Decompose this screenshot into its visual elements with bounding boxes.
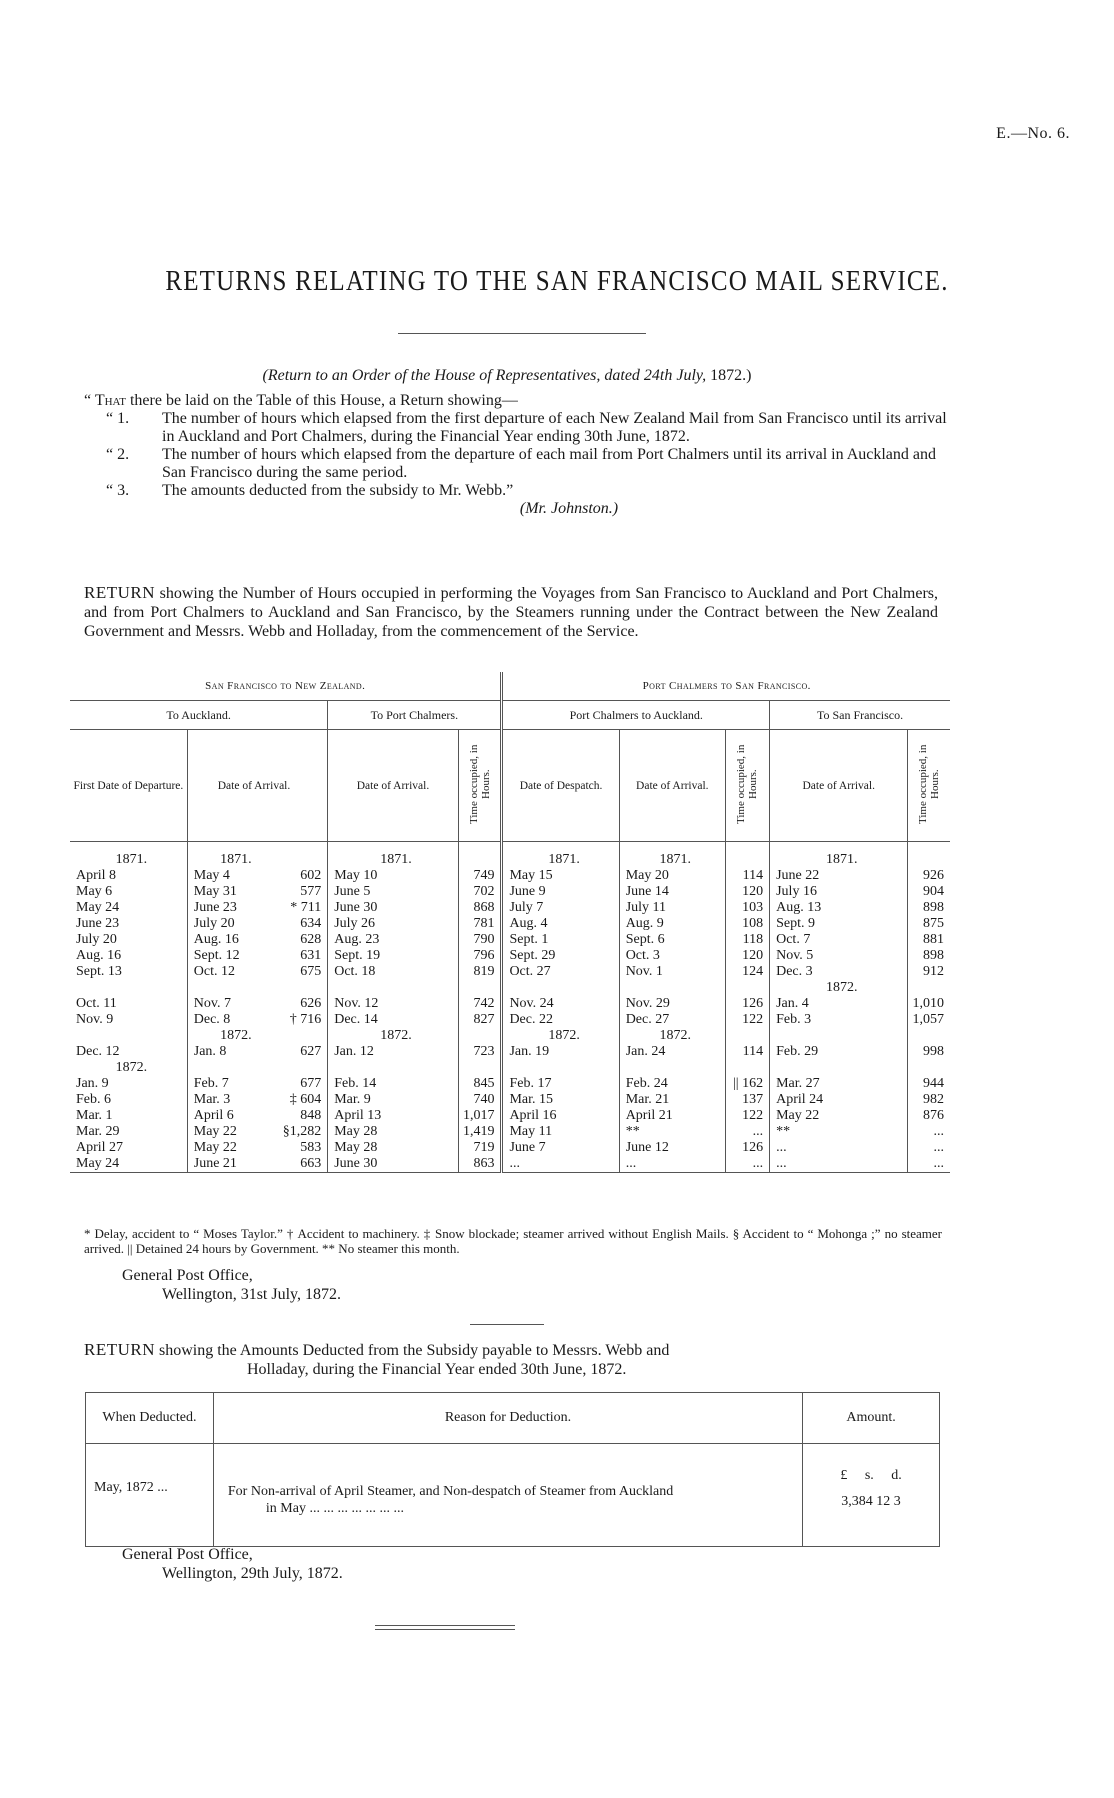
cell-arrival-san-francisco: Jan. 4 xyxy=(770,996,908,1012)
cell-arrival-pc-auckland: ** xyxy=(619,1124,725,1140)
col-hours-sf-label: Time occupied, in Hours. xyxy=(917,744,942,824)
col-date-arrival-auckland: Date of Arrival. xyxy=(187,730,327,842)
cell-hours-san-francisco: 912 xyxy=(908,964,950,980)
cell-arrival-auckland: May 22 xyxy=(187,1124,278,1140)
cell-date-despatch: 1872. xyxy=(502,1028,619,1044)
cell-arrival-san-francisco: 1871. xyxy=(770,852,908,868)
voyage-row xyxy=(70,948,950,964)
resolution-item-number: “ 3. xyxy=(106,482,130,499)
cell-hours-port-chalmers: 781 xyxy=(458,916,502,932)
cell-first-departure: 1872. xyxy=(115,1060,148,1075)
cell-arrival-port-chalmers: May 10 xyxy=(328,868,459,884)
cell-arrival-auckland: May 31 xyxy=(187,884,278,900)
voyage-row xyxy=(70,964,950,980)
col-when-deducted: When Deducted. xyxy=(86,1393,214,1444)
cell-arrival-port-chalmers: Sept. 19 xyxy=(328,948,459,964)
cell-arrival-pc-auckland: Dec. 27 xyxy=(619,1012,725,1028)
cell-arrival-port-chalmers: Jan. 12 xyxy=(328,1044,459,1060)
cell-hours-port-chalmers: 819 xyxy=(458,964,502,980)
cell-arrival-san-francisco: Aug. 13 xyxy=(770,900,908,916)
cell-hours-san-francisco: 898 xyxy=(908,900,950,916)
cell-hours-auckland: 628 xyxy=(300,932,322,947)
signoff-office: General Post Office, xyxy=(122,1546,253,1563)
cell-hours-san-francisco: 944 xyxy=(908,1076,950,1092)
cell-arrival-port-chalmers: Feb. 14 xyxy=(328,1076,459,1092)
col-first-departure: First Date of Departure. xyxy=(70,730,187,842)
cell-arrival-port-chalmers: May 28 xyxy=(328,1140,459,1156)
cell-arrival-auckland: Oct. 12 xyxy=(187,964,278,980)
resolution-block xyxy=(84,392,954,518)
cell-arrival-port-chalmers: Dec. 14 xyxy=(328,1012,459,1028)
cell-hours-san-francisco: 898 xyxy=(908,948,950,964)
cell-hours-san-francisco: 982 xyxy=(908,1092,950,1108)
cell-arrival-port-chalmers xyxy=(328,1060,459,1076)
deduction-reason-line1: For Non-arrival of April Steamer, and Non-despatch of Steamer from Auckland xyxy=(227,1484,674,1499)
voyage-row xyxy=(70,1124,950,1140)
cell-arrival-port-chalmers: 1872. xyxy=(328,1028,459,1044)
cell-hours-san-francisco xyxy=(908,980,950,996)
cell-date-despatch: June 7 xyxy=(502,1140,619,1156)
section-divider xyxy=(470,1324,544,1325)
cell-hours-port-chalmers xyxy=(458,980,502,996)
cell-hours-pc-auckland: 126 xyxy=(725,1140,769,1156)
cell-hours-auckland xyxy=(278,1028,328,1044)
cell-hours-pc-auckland: 118 xyxy=(725,932,769,948)
group-header-sf-nz: San Francisco to New Zealand. xyxy=(70,672,502,701)
cell-date-despatch: Mar. 15 xyxy=(502,1092,619,1108)
cell-arrival-auckland: Dec. 8 xyxy=(187,1012,278,1028)
cell-date-despatch: Dec. 22 xyxy=(502,1012,619,1028)
cell-arrival-pc-auckland: Aug. 9 xyxy=(619,916,725,932)
signoff-hours-return xyxy=(122,1266,341,1304)
col-hours-pc xyxy=(458,730,502,842)
year-row xyxy=(70,852,950,868)
cell-hours-san-francisco: 875 xyxy=(908,916,950,932)
cell-arrival-san-francisco: May 22 xyxy=(770,1108,908,1124)
cell-arrival-san-francisco: Feb. 3 xyxy=(770,1012,908,1028)
cell-hours-pc-auckland: 122 xyxy=(725,1108,769,1124)
cell-arrival-auckland: April 6 xyxy=(187,1108,278,1124)
cell-arrival-port-chalmers: April 13 xyxy=(328,1108,459,1124)
cell-arrival-port-chalmers: July 26 xyxy=(328,916,459,932)
cell-first-departure: Feb. 6 xyxy=(76,1092,111,1107)
cell-arrival-auckland: Feb. 7 xyxy=(187,1076,278,1092)
cell-arrival-auckland: May 4 xyxy=(187,868,278,884)
return-heading-text: showing the Amounts Deducted from the Subsidy payable to Messrs. Webb and xyxy=(159,1342,670,1359)
deductions-table xyxy=(85,1392,940,1547)
cell-hours-auckland: 602 xyxy=(300,868,322,883)
cell-first-departure: May 6 xyxy=(76,884,113,899)
cell-hours-port-chalmers: 845 xyxy=(458,1076,502,1092)
cell-arrival-port-chalmers: Mar. 9 xyxy=(328,1092,459,1108)
cell-hours-pc-auckland: ... xyxy=(725,1156,769,1173)
cell-arrival-pc-auckland: April 21 xyxy=(619,1108,725,1124)
cell-hours-pc-auckland: 126 xyxy=(725,996,769,1012)
cell-arrival-san-francisco: Mar. 27 xyxy=(770,1076,908,1092)
cell-arrival-pc-auckland: ... xyxy=(619,1156,725,1173)
cell-hours-auckland: 626 xyxy=(300,996,322,1011)
deduction-when: May, 1872 ... xyxy=(86,1444,214,1547)
cell-hours-pc-auckland: 120 xyxy=(725,948,769,964)
col-hours-sf xyxy=(908,730,950,842)
cell-date-despatch: ... xyxy=(502,1156,619,1173)
cell-hours-port-chalmers: 719 xyxy=(458,1140,502,1156)
cell-date-despatch: July 7 xyxy=(502,900,619,916)
cell-first-departure: June 23 xyxy=(76,916,120,931)
cell-arrival-port-chalmers: June 5 xyxy=(328,884,459,900)
title-divider xyxy=(398,333,646,334)
year-row xyxy=(70,980,950,996)
cell-hours-auckland: 631 xyxy=(300,948,322,963)
cell-hours-port-chalmers: 1,017 xyxy=(458,1108,502,1124)
col-hours-pc-auckland-label: Time occupied, in Hours. xyxy=(735,744,760,824)
cell-hours-port-chalmers: 702 xyxy=(458,884,502,900)
cell-hours-pc-auckland: 122 xyxy=(725,1012,769,1028)
return-heading-hours xyxy=(84,583,938,641)
cell-arrival-port-chalmers: Aug. 23 xyxy=(328,932,459,948)
cell-arrival-port-chalmers: Nov. 12 xyxy=(328,996,459,1012)
cell-arrival-pc-auckland: Sept. 6 xyxy=(619,932,725,948)
cell-arrival-pc-auckland: Oct. 3 xyxy=(619,948,725,964)
cell-hours-san-francisco: 1,010 xyxy=(908,996,950,1012)
cell-arrival-pc-auckland: Nov. 29 xyxy=(619,996,725,1012)
cell-arrival-san-francisco: 1872. xyxy=(770,980,908,996)
cell-date-despatch: Oct. 27 xyxy=(502,964,619,980)
cell-date-despatch: June 9 xyxy=(502,884,619,900)
cell-hours-pc-auckland: 120 xyxy=(725,884,769,900)
order-year: 1872.) xyxy=(710,367,752,384)
deduction-amount-cell xyxy=(803,1444,940,1547)
cell-hours-port-chalmers: 796 xyxy=(458,948,502,964)
cell-hours-port-chalmers: 863 xyxy=(458,1156,502,1173)
cell-arrival-pc-auckland: June 12 xyxy=(619,1140,725,1156)
voyage-row xyxy=(70,1140,950,1156)
cell-first-departure xyxy=(70,980,187,996)
cell-arrival-auckland: May 22 xyxy=(187,1140,278,1156)
cell-hours-port-chalmers: 749 xyxy=(458,868,502,884)
cell-arrival-port-chalmers: May 28 xyxy=(328,1124,459,1140)
resolution-item-text: The number of hours which elapsed from the departure of each mail from Port Chalmers until its arrival in Auckland and San Francisco during the same period. xyxy=(162,446,936,481)
cell-arrival-san-francisco: July 16 xyxy=(770,884,908,900)
cell-arrival-san-francisco xyxy=(770,1060,908,1076)
voyage-row xyxy=(70,1156,950,1173)
subheader-to-port-chalmers: To Port Chalmers. xyxy=(328,701,502,730)
amount-units: £ s. d. xyxy=(840,1468,902,1483)
deduction-reason xyxy=(213,1444,802,1547)
col-date-arrival-pc: Date of Arrival. xyxy=(328,730,459,842)
cell-first-departure: 1871. xyxy=(115,852,148,867)
cell-arrival-pc-auckland: 1872. xyxy=(619,1028,725,1044)
return-heading-lead: RETURN xyxy=(84,583,155,602)
cell-arrival-auckland xyxy=(187,1060,278,1076)
cell-first-departure: Dec. 12 xyxy=(76,1044,120,1059)
cell-arrival-san-francisco: Nov. 5 xyxy=(770,948,908,964)
cell-hours-pc-auckland: || 162 xyxy=(725,1076,769,1092)
cell-arrival-port-chalmers: Oct. 18 xyxy=(328,964,459,980)
resolution-intro-text: there be laid on the Table of this House, a Return showing— xyxy=(129,392,518,409)
cell-arrival-pc-auckland xyxy=(619,1060,725,1076)
resolution-item xyxy=(84,482,954,500)
cell-arrival-san-francisco: Feb. 29 xyxy=(770,1044,908,1060)
cell-arrival-auckland: Mar. 3 xyxy=(187,1092,278,1108)
group-header-pc-sf: Port Chalmers to San Francisco. xyxy=(502,672,950,701)
cell-hours-auckland: 663 xyxy=(278,1156,328,1173)
cell-first-departure: May 24 xyxy=(76,900,120,915)
resolution-item-text: The number of hours which elapsed from the first departure of each New Zealand Mail from San Francisco until its arrival in Auckland and Port Chalmers, during the Financial Year ending 30th June, 1872. xyxy=(162,410,947,445)
document-title: RETURNS RELATING TO THE SAN FRANCISCO MAIL SERVICE. xyxy=(165,266,949,297)
cell-first-departure: Mar. 29 xyxy=(76,1124,120,1139)
cell-hours-san-francisco: 876 xyxy=(908,1108,950,1124)
cell-hours-san-francisco xyxy=(908,1060,950,1076)
cell-arrival-auckland: July 20 xyxy=(187,916,278,932)
cell-hours-auckland: † 716 xyxy=(289,1012,322,1027)
cell-hours-port-chalmers: 742 xyxy=(458,996,502,1012)
cell-first-departure: April 8 xyxy=(76,868,117,883)
cell-hours-auckland: §1,282 xyxy=(282,1124,322,1139)
cell-arrival-port-chalmers: June 30 xyxy=(328,900,459,916)
col-hours-pc-auckland xyxy=(725,730,769,842)
signoff-place-date: Wellington, 29th July, 1872. xyxy=(162,1565,343,1582)
signoff-place-date: Wellington, 31st July, 1872. xyxy=(162,1286,342,1303)
cell-hours-pc-auckland xyxy=(725,980,769,996)
resolution-mover: (Mr. Johnston.) xyxy=(519,500,619,517)
closing-divider-top xyxy=(375,1625,515,1626)
cell-arrival-san-francisco: ... xyxy=(770,1140,908,1156)
deduction-row xyxy=(86,1444,940,1547)
cell-arrival-pc-auckland: Jan. 24 xyxy=(619,1044,725,1060)
cell-date-despatch xyxy=(502,1060,619,1076)
cell-first-departure: Jan. 9 xyxy=(76,1076,109,1091)
cell-hours-auckland: ‡ 604 xyxy=(289,1092,322,1107)
deduction-amount: 3,384 12 3 xyxy=(841,1494,901,1509)
cell-hours-pc-auckland: 114 xyxy=(725,868,769,884)
cell-hours-pc-auckland xyxy=(725,1028,769,1044)
cell-arrival-pc-auckland: June 14 xyxy=(619,884,725,900)
cell-arrival-auckland: Jan. 8 xyxy=(187,1044,278,1060)
cell-hours-port-chalmers: 790 xyxy=(458,932,502,948)
cell-hours-auckland: 583 xyxy=(300,1140,322,1155)
cell-date-despatch: Aug. 4 xyxy=(502,916,619,932)
subheader-pc-to-auckland: Port Chalmers to Auckland. xyxy=(502,701,770,730)
cell-hours-san-francisco: ... xyxy=(908,1124,950,1140)
cell-arrival-pc-auckland: 1871. xyxy=(619,852,725,868)
cell-hours-san-francisco: 998 xyxy=(908,1044,950,1060)
order-text: (Return to an Order of the House of Representatives, dated 24th July, xyxy=(262,367,707,384)
cell-arrival-pc-auckland: Mar. 21 xyxy=(619,1092,725,1108)
cell-arrival-san-francisco: Sept. 9 xyxy=(770,916,908,932)
cell-arrival-san-francisco: ... xyxy=(770,1156,908,1173)
subheader-to-auckland: To Auckland. xyxy=(70,701,328,730)
resolution-item xyxy=(84,410,954,446)
cell-date-despatch: Sept. 1 xyxy=(502,932,619,948)
cell-hours-auckland: 577 xyxy=(300,884,322,899)
voyage-row xyxy=(70,900,950,916)
voyage-table-body xyxy=(70,842,950,1173)
resolution-item-text: The amounts deducted from the subsidy to Mr. Webb.” xyxy=(162,482,514,499)
resolution-item xyxy=(84,446,954,482)
resolution-intro-lead: “ That xyxy=(84,392,126,409)
cell-hours-auckland: 675 xyxy=(300,964,322,979)
resolution-intro xyxy=(84,392,954,410)
voyage-row xyxy=(70,916,950,932)
cell-hours-auckland xyxy=(278,852,328,868)
cell-arrival-auckland: 1872. xyxy=(187,1028,278,1044)
return-heading-deductions xyxy=(84,1340,938,1379)
cell-hours-san-francisco: 904 xyxy=(908,884,950,900)
cell-arrival-auckland: June 23 xyxy=(187,900,278,916)
cell-hours-port-chalmers: 740 xyxy=(458,1092,502,1108)
year-row xyxy=(70,1060,950,1076)
cell-hours-port-chalmers: 827 xyxy=(458,1012,502,1028)
cell-arrival-auckland: Sept. 12 xyxy=(187,948,278,964)
cell-arrival-san-francisco xyxy=(770,1028,908,1044)
cell-hours-port-chalmers xyxy=(458,1028,502,1044)
cell-date-despatch: Sept. 29 xyxy=(502,948,619,964)
cell-hours-pc-auckland: 137 xyxy=(725,1092,769,1108)
cell-hours-port-chalmers xyxy=(458,1060,502,1076)
voyage-row xyxy=(70,1012,950,1028)
cell-arrival-auckland: Aug. 16 xyxy=(187,932,278,948)
return-heading-text-cont: Holladay, during the Financial Year ended 30th June, 1872. xyxy=(247,1361,627,1378)
cell-hours-pc-auckland: 114 xyxy=(725,1044,769,1060)
cell-date-despatch: Jan. 19 xyxy=(502,1044,619,1060)
cell-first-departure xyxy=(70,1028,187,1044)
cell-first-departure: July 20 xyxy=(76,932,117,947)
resolution-item-number: “ 1. xyxy=(106,410,130,427)
cell-date-despatch: May 15 xyxy=(502,868,619,884)
resolution-item-number: “ 2. xyxy=(106,446,130,463)
voyage-row xyxy=(70,1044,950,1060)
return-heading-lead: RETURN xyxy=(84,1340,155,1359)
voyage-row xyxy=(70,1092,950,1108)
voyage-row xyxy=(70,932,950,948)
cell-hours-pc-auckland xyxy=(725,1060,769,1076)
voyage-row xyxy=(70,1076,950,1092)
cell-hours-san-francisco xyxy=(908,1028,950,1044)
deduction-reason-line2: in May ... ... ... ... ... ... ... xyxy=(265,1501,404,1516)
cell-hours-pc-auckland: ... xyxy=(725,1124,769,1140)
signoff-office: General Post Office, xyxy=(122,1267,253,1284)
voyage-row xyxy=(70,884,950,900)
voyage-row xyxy=(70,1108,950,1124)
cell-arrival-port-chalmers: June 30 xyxy=(328,1156,459,1173)
cell-date-despatch: Nov. 24 xyxy=(502,996,619,1012)
cell-arrival-pc-auckland: July 11 xyxy=(619,900,725,916)
cell-date-despatch: 1871. xyxy=(502,852,619,868)
cell-hours-port-chalmers: 1,419 xyxy=(458,1124,502,1140)
cell-hours-port-chalmers xyxy=(458,852,502,868)
cell-arrival-san-francisco: April 24 xyxy=(770,1092,908,1108)
closing-divider-bottom xyxy=(375,1629,515,1630)
col-reason: Reason for Deduction. xyxy=(213,1393,802,1444)
cell-hours-san-francisco: 1,057 xyxy=(908,1012,950,1028)
cell-arrival-san-francisco: Dec. 3 xyxy=(770,964,908,980)
cell-hours-auckland: 634 xyxy=(300,916,322,931)
cell-hours-auckland: 677 xyxy=(300,1076,322,1091)
cell-arrival-auckland: 1871. xyxy=(187,852,278,868)
cell-date-despatch xyxy=(502,980,619,996)
return-heading-text: showing the Number of Hours occupied in performing the Voyages from San Francisco to Auckland and Port Chalmers, and from Port Chalmers to Auckland and San Francisco, by the Steamers running under the Contract between the New Zealand Government and Messrs. Webb and Holladay, from the commencement of the Service. xyxy=(84,585,939,640)
cell-hours-auckland xyxy=(278,1060,328,1076)
col-date-despatch: Date of Despatch. xyxy=(502,730,619,842)
table-footnote: * Delay, accident to “ Moses Taylor.” † Accident to machinery. ‡ Snow blockade; steamer arrived without English Mails. § Accident to “ Mohonga ;” no steamer arrived. || Detained 24 hours by Government. ** No steamer this month. xyxy=(84,1226,942,1256)
cell-arrival-auckland xyxy=(187,980,278,996)
cell-arrival-pc-auckland: Nov. 1 xyxy=(619,964,725,980)
cell-hours-pc-auckland: 108 xyxy=(725,916,769,932)
voyage-row xyxy=(70,996,950,1012)
cell-hours-pc-auckland: 103 xyxy=(725,900,769,916)
col-date-arrival-sf: Date of Arrival. xyxy=(770,730,908,842)
cell-first-departure: April 27 xyxy=(76,1140,124,1155)
cell-hours-san-francisco: ... xyxy=(908,1156,950,1173)
cell-hours-san-francisco: ... xyxy=(908,1140,950,1156)
cell-arrival-san-francisco: Oct. 7 xyxy=(770,932,908,948)
cell-hours-pc-auckland: 124 xyxy=(725,964,769,980)
cell-arrival-port-chalmers xyxy=(328,980,459,996)
cell-arrival-san-francisco: June 22 xyxy=(770,868,908,884)
cell-first-departure: May 24 xyxy=(70,1156,187,1173)
page-reference: E.—No. 6. xyxy=(996,125,1070,142)
col-date-arrival-pc-auckland: Date of Arrival. xyxy=(619,730,725,842)
signoff-deductions-return xyxy=(122,1545,343,1583)
cell-arrival-pc-auckland: Feb. 24 xyxy=(619,1076,725,1092)
cell-hours-port-chalmers: 723 xyxy=(458,1044,502,1060)
cell-hours-auckland xyxy=(278,980,328,996)
cell-hours-san-francisco xyxy=(908,852,950,868)
col-amount: Amount. xyxy=(803,1393,940,1444)
subheader-to-san-francisco: To San Francisco. xyxy=(770,701,950,730)
cell-hours-san-francisco: 926 xyxy=(908,868,950,884)
cell-arrival-auckland: Nov. 7 xyxy=(187,996,278,1012)
year-row xyxy=(70,1028,950,1044)
cell-date-despatch: April 16 xyxy=(502,1108,619,1124)
order-reference xyxy=(0,367,1014,385)
voyage-row xyxy=(70,868,950,884)
cell-hours-auckland: * 711 xyxy=(290,900,322,915)
cell-first-departure: Aug. 16 xyxy=(76,948,122,963)
cell-hours-auckland: 627 xyxy=(300,1044,322,1059)
cell-arrival-pc-auckland: May 20 xyxy=(619,868,725,884)
cell-hours-auckland: 848 xyxy=(300,1108,322,1123)
voyage-hours-table xyxy=(70,672,950,1173)
cell-arrival-san-francisco: ** xyxy=(770,1124,908,1140)
cell-first-departure: Oct. 11 xyxy=(76,996,117,1011)
cell-first-departure: Mar. 1 xyxy=(76,1108,113,1123)
cell-date-despatch: Feb. 17 xyxy=(502,1076,619,1092)
cell-arrival-auckland: June 21 xyxy=(187,1156,278,1173)
col-hours-pc-label: Time occupied, in Hours. xyxy=(467,744,492,824)
cell-hours-san-francisco: 881 xyxy=(908,932,950,948)
cell-hours-pc-auckland xyxy=(725,852,769,868)
cell-arrival-pc-auckland xyxy=(619,980,725,996)
cell-arrival-port-chalmers: 1871. xyxy=(328,852,459,868)
cell-first-departure: Sept. 13 xyxy=(76,964,122,979)
cell-date-despatch: May 11 xyxy=(502,1124,619,1140)
cell-hours-port-chalmers: 868 xyxy=(458,900,502,916)
cell-first-departure: Nov. 9 xyxy=(76,1012,114,1027)
